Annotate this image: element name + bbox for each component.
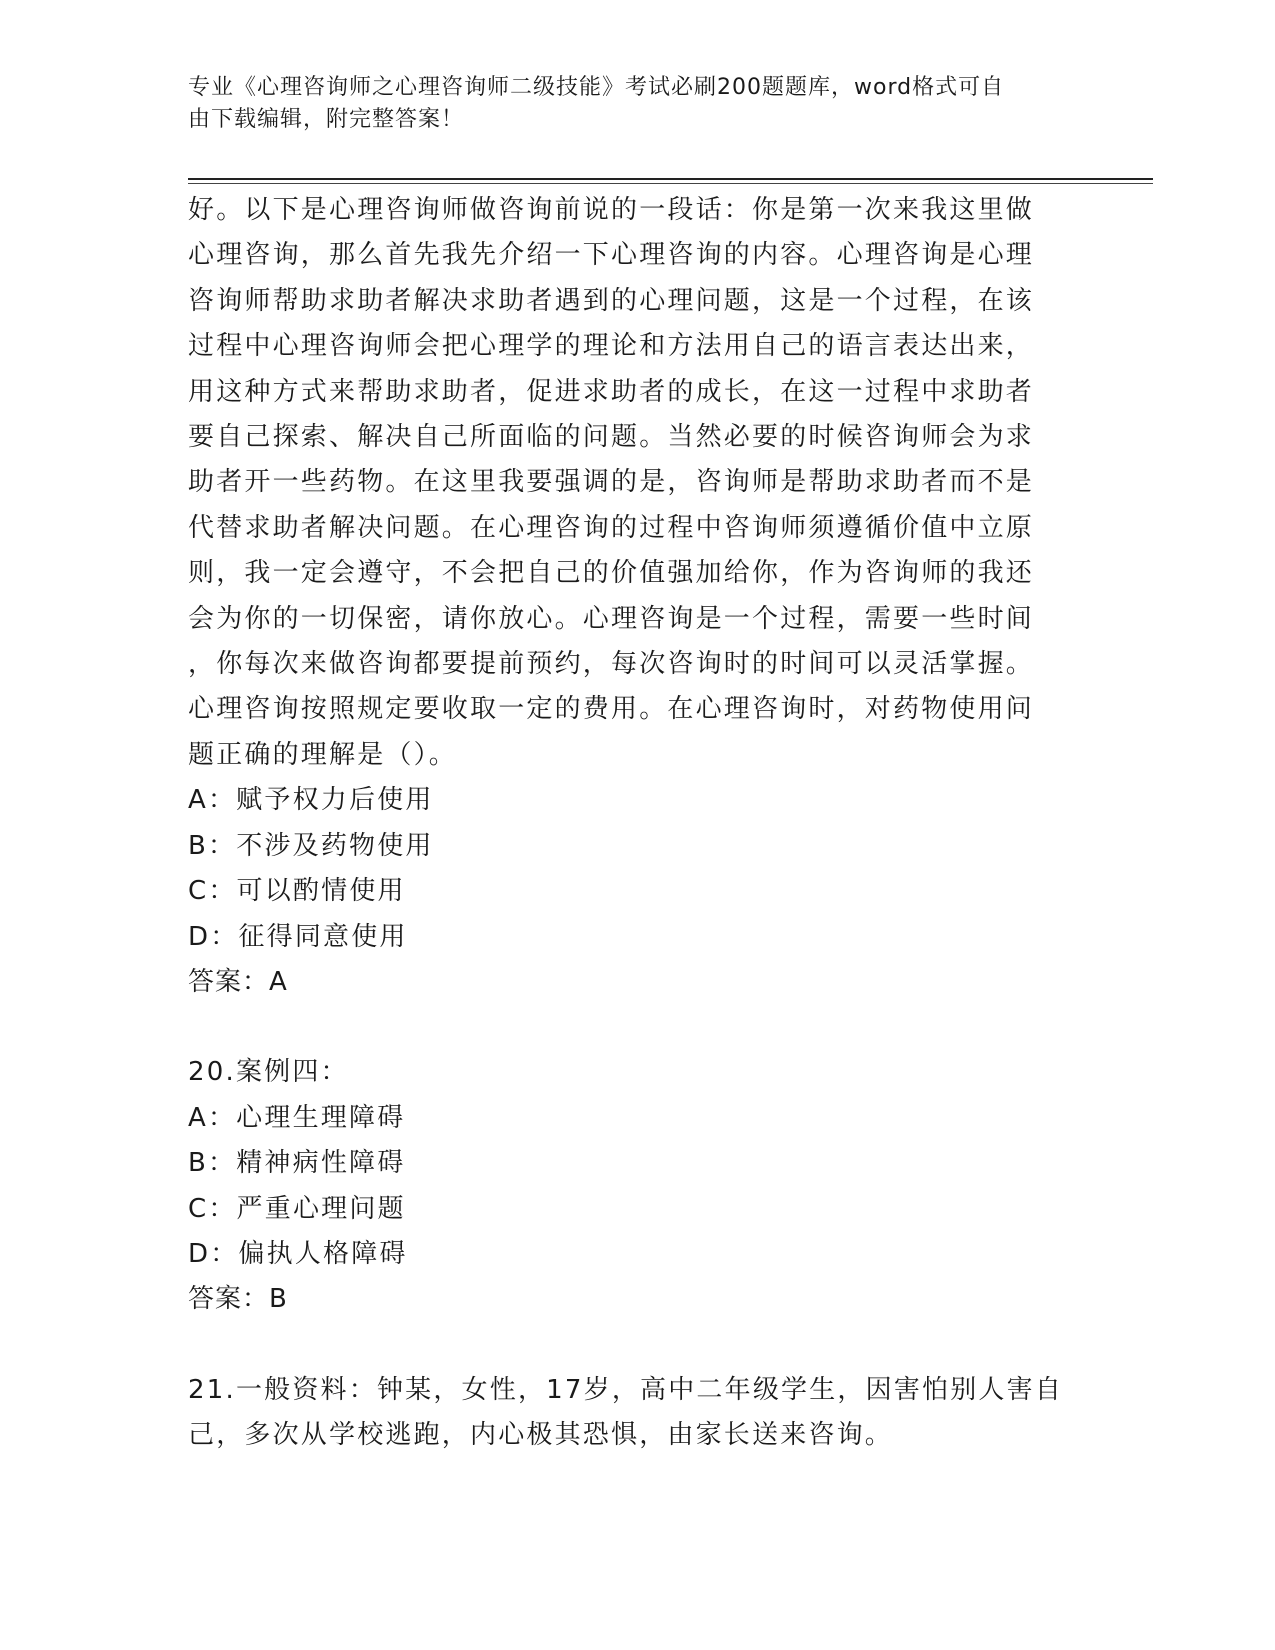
answer-19: 答案：A bbox=[188, 966, 288, 997]
header-line-2: 由下载编辑，附完整答案！ bbox=[188, 107, 465, 132]
question-21 bbox=[188, 1368, 1068, 1459]
option-d: D：征得同意使用 bbox=[188, 921, 408, 952]
stem-line: 要自己探索、解决自己所面临的问题。当然必要的时候咨询师会为求 bbox=[188, 422, 1035, 453]
option-a: A：心理生理障碍 bbox=[188, 1102, 406, 1133]
stem-line: 题正确的理解是（）。 bbox=[188, 739, 458, 770]
stem-line: 会为你的一切保密，请你放心。心理咨询是一个过程，需要一些时间 bbox=[188, 603, 1035, 634]
option-d: D：偏执人格障碍 bbox=[188, 1238, 408, 1269]
answer-20: 答案：B bbox=[188, 1284, 288, 1315]
question-21-line: 21.一般资料：钟某，女性，17岁，高中二年级学生，因害怕别人害自 bbox=[188, 1374, 1064, 1405]
document-body bbox=[188, 188, 1068, 1459]
stem-line: 好。以下是心理咨询师做咨询前说的一段话：你是第一次来我这里做 bbox=[188, 195, 1035, 225]
stem-line: ，你每次来做咨询都要提前预约，每次咨询时的时间可以灵活掌握。 bbox=[188, 649, 1035, 680]
question-21-line: 己，多次从学校逃跑，内心极其恐惧，由家长送来咨询。 bbox=[188, 1420, 894, 1451]
question-20 bbox=[188, 1050, 1068, 1322]
option-b: B：精神病性障碍 bbox=[188, 1148, 406, 1179]
stem-line: 代替求助者解决问题。在心理咨询的过程中咨询师须遵循价值中立原 bbox=[188, 512, 1035, 543]
stem-line: 咨询师帮助求助者解决求助者遇到的心理问题，这是一个过程，在该 bbox=[188, 285, 1035, 316]
header-divider-thin bbox=[188, 183, 1153, 184]
stem-line: 助者开一些药物。在这里我要强调的是，咨询师是帮助求助者而不是 bbox=[188, 467, 1035, 498]
header-line-1: 专业《心理咨询师之心理咨询师二级技能》考试必刷200题题库，word格式可自 bbox=[188, 75, 1005, 100]
document-header bbox=[188, 72, 1068, 136]
question-19 bbox=[188, 188, 1068, 1005]
option-b: B：不涉及药物使用 bbox=[188, 830, 434, 861]
option-a: A：赋予权力后使用 bbox=[188, 785, 434, 816]
spacer bbox=[188, 1323, 1068, 1368]
question-20-title: 20.案例四： bbox=[188, 1057, 349, 1088]
stem-line: 用这种方式来帮助求助者，促进求助者的成长，在这一过程中求助者 bbox=[188, 376, 1035, 407]
stem-line: 心理咨询按照规定要收取一定的费用。在心理咨询时，对药物使用问 bbox=[188, 694, 1035, 725]
stem-line: 过程中心理咨询师会把心理学的理论和方法用自己的语言表达出来， bbox=[188, 331, 1035, 362]
header-divider-thick bbox=[188, 178, 1153, 180]
stem-line: 心理咨询，那么首先我先介绍一下心理咨询的内容。心理咨询是心理 bbox=[188, 240, 1035, 271]
option-c: C：严重心理问题 bbox=[188, 1193, 406, 1224]
stem-line: 则，我一定会遵守，不会把自己的价值强加给你，作为咨询师的我还 bbox=[188, 558, 1035, 589]
question-19-stem bbox=[188, 188, 1068, 778]
option-c: C：可以酌情使用 bbox=[188, 876, 406, 907]
spacer bbox=[188, 1005, 1068, 1050]
